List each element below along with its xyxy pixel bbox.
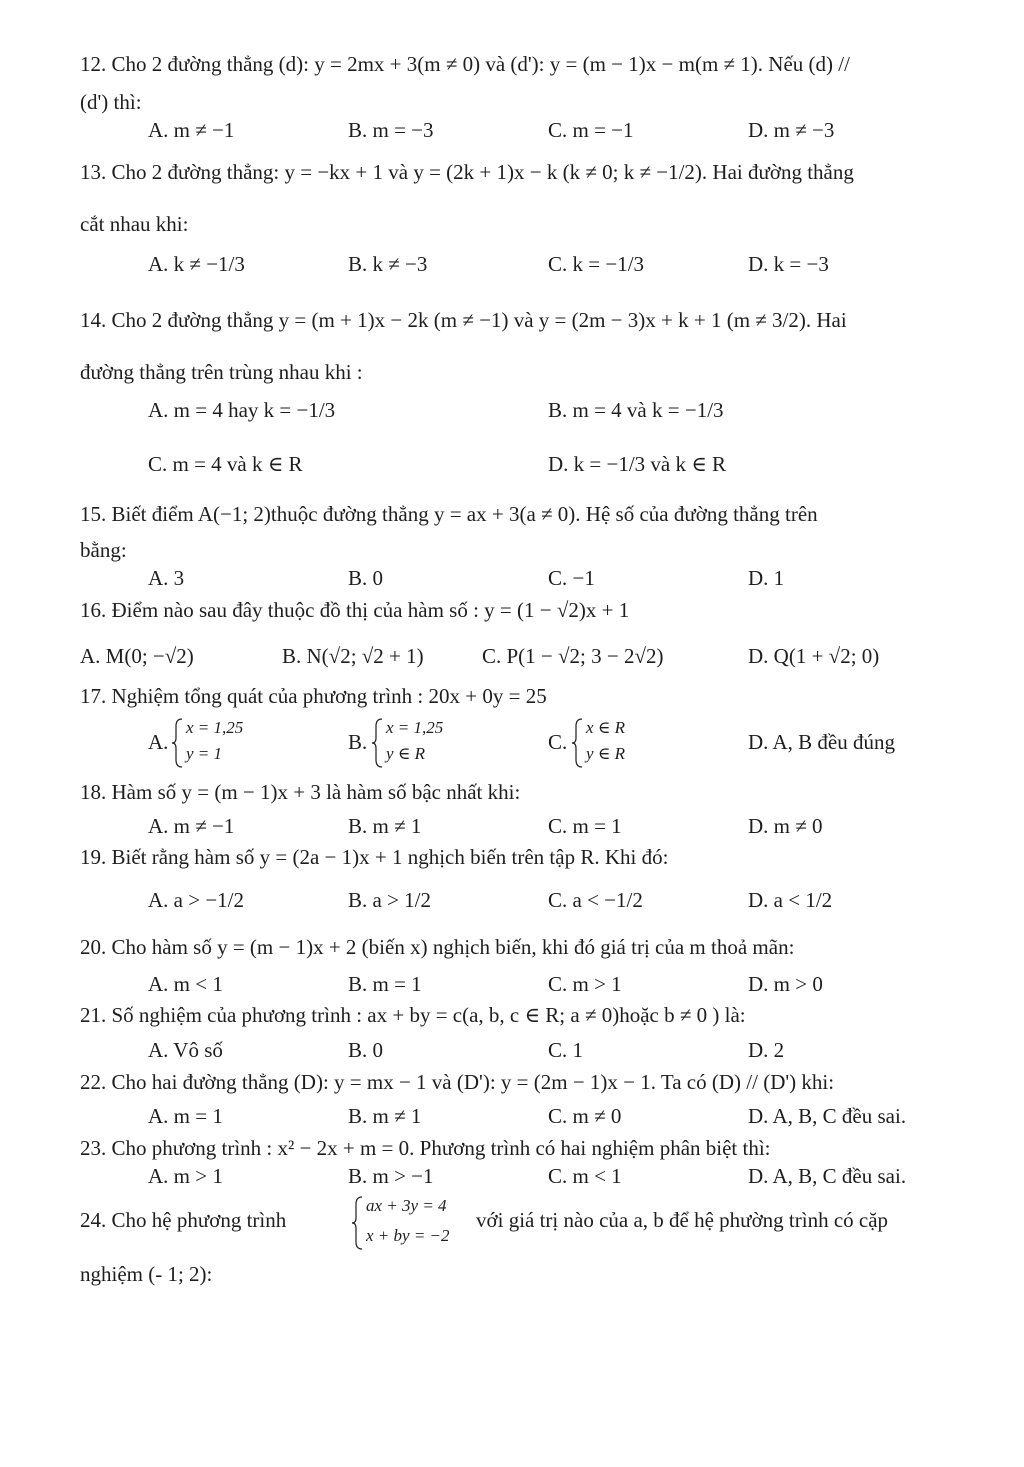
q18-stem: 18. Hàm số y = (m − 1)x + 3 là hàm số bậc nhất khi:	[80, 780, 521, 804]
q19-option-b: B. a > 1/2	[348, 888, 432, 912]
q13-option-c: C. k = −1/3	[548, 252, 645, 276]
q14-stem: 14. Cho 2 đường thẳng y = (m + 1)x − 2k (m ≠ −1) và y = (2m − 3)x + k + 1 (m ≠ 3/2). Hai	[80, 308, 847, 332]
q14-option-c: C. m = 4 và k ∈ R	[148, 452, 303, 476]
q21-option-b: B. 0	[348, 1038, 384, 1062]
q19-stem: 19. Biết rằng hàm số y = (2a − 1)x + 1 nghịch biến trên tập R. Khi đó:	[80, 845, 669, 869]
q21-option-a: A. Vô số	[148, 1038, 223, 1062]
q17-option-d: D. A, B đều đúng	[748, 730, 895, 754]
q23-option-c: C. m < 1	[548, 1164, 622, 1188]
q15-stem: 15. Biết điểm A(−1; 2)thuộc đường thẳng y = ax + 3(a ≠ 0). Hệ số của đường thẳng trên	[80, 502, 818, 526]
q20-option-a: A. m < 1	[148, 972, 223, 996]
q21-option-d: D. 2	[748, 1038, 785, 1062]
q13-option-a: A. k ≠ −1/3	[148, 252, 245, 276]
q20-option-c: C. m > 1	[548, 972, 622, 996]
q24-stem-suffix: với giá trị nào của a, b để hệ phường trình có cặp	[476, 1208, 889, 1232]
q12-option-b: B. m = −3	[348, 118, 434, 142]
q20-option-b: B. m = 1	[348, 972, 422, 996]
brace-icon	[372, 718, 384, 768]
q15-option-c: C. −1	[548, 566, 595, 590]
q14-option-b: B. m = 4 và k = −1/3	[548, 398, 724, 422]
q18-option-a: A. m ≠ −1	[148, 814, 235, 838]
q19-option-d: D. a < 1/2	[748, 888, 833, 912]
q23-stem: 23. Cho phương trình : x² − 2x + m = 0. Phương trình có hai nghiệm phân biệt thì:	[80, 1136, 771, 1160]
q14-stem-cont: đường thẳng trên trùng nhau khi :	[80, 360, 363, 384]
brace-icon	[572, 718, 584, 768]
brace-icon	[172, 718, 184, 768]
q23-option-b: B. m > −1	[348, 1164, 434, 1188]
q16-option-c: C. P(1 − √2; 3 − 2√2)	[482, 644, 664, 668]
q15-stem-cont: bằng:	[80, 538, 127, 562]
q18-option-c: C. m = 1	[548, 814, 622, 838]
q24-equation-2: x + by = −2	[366, 1226, 450, 1245]
q24-stem-prefix: 24. Cho hệ phương trình	[80, 1208, 287, 1232]
q22-option-b: B. m ≠ 1	[348, 1104, 422, 1128]
q17-option-b-bottom: y ∈ R	[386, 744, 426, 763]
q16-option-d: D. Q(1 + √2; 0)	[748, 644, 880, 668]
q18-option-b: B. m ≠ 1	[348, 814, 422, 838]
q17-option-b-label: B.	[348, 730, 368, 754]
q12-option-c: C. m = −1	[548, 118, 634, 142]
q22-option-a: A. m = 1	[148, 1104, 223, 1128]
q24-equation-1: ax + 3y = 4	[366, 1196, 447, 1215]
q20-stem: 20. Cho hàm số y = (m − 1)x + 2 (biến x) nghịch biến, khi đó giá trị của m thoả mãn:	[80, 935, 795, 959]
q12-option-d: D. m ≠ −3	[748, 118, 835, 142]
brace-icon	[352, 1196, 364, 1250]
q16-option-b: B. N(√2; √2 + 1)	[282, 644, 424, 668]
q13-option-b: B. k ≠ −3	[348, 252, 428, 276]
q14-option-a: A. m = 4 hay k = −1/3	[148, 398, 336, 422]
q20-option-d: D. m > 0	[748, 972, 823, 996]
q12-option-a: A. m ≠ −1	[148, 118, 235, 142]
q18-option-d: D. m ≠ 0	[748, 814, 823, 838]
q17-option-c-label: C.	[548, 730, 568, 754]
q17-option-c-top: x ∈ R	[586, 718, 626, 737]
q15-option-b: B. 0	[348, 566, 384, 590]
q13-stem-cont: cắt nhau khi:	[80, 212, 189, 236]
q17-stem: 17. Nghiệm tổng quát của phương trình : 20x + 0y = 25	[80, 684, 547, 708]
q22-option-d: D. A, B, C đều sai.	[748, 1104, 907, 1128]
q17-option-b-top: x = 1,25	[386, 718, 444, 737]
q17-option-c-bottom: y ∈ R	[586, 744, 626, 763]
q16-stem: 16. Điểm nào sau đây thuộc đồ thị của hàm số : y = (1 − √2)x + 1	[80, 598, 630, 622]
q13-option-d: D. k = −3	[748, 252, 829, 276]
q22-option-c: C. m ≠ 0	[548, 1104, 622, 1128]
q24-stem-cont: nghiệm (- 1; 2):	[80, 1262, 213, 1286]
q15-option-d: D. 1	[748, 566, 785, 590]
q17-option-a-bottom: y = 1	[186, 744, 223, 763]
q15-option-a: A. 3	[148, 566, 185, 590]
q14-option-d: D. k = −1/3 và k ∈ R	[548, 452, 727, 476]
q13-stem: 13. Cho 2 đường thẳng: y = −kx + 1 và y = (2k + 1)x − k (k ≠ 0; k ≠ −1/2). Hai đường thẳng	[80, 160, 854, 184]
q23-option-a: A. m > 1	[148, 1164, 223, 1188]
q17-option-a-top: x = 1,25	[186, 718, 244, 737]
q12-stem: 12. Cho 2 đường thẳng (d): y = 2mx + 3(m ≠ 0) và (d'): y = (m − 1)x − m(m ≠ 1). Nếu (d) //	[80, 52, 850, 76]
q19-option-c: C. a < −1/2	[548, 888, 643, 912]
q17-option-a-label: A.	[148, 730, 169, 754]
q22-stem: 22. Cho hai đường thẳng (D): y = mx − 1 và (D'): y = (2m − 1)x − 1. Ta có (D) // (D') khi:	[80, 1070, 835, 1094]
q19-option-a: A. a > −1/2	[148, 888, 245, 912]
q21-stem: 21. Số nghiệm của phương trình : ax + by = c(a, b, c ∈ R; a ≠ 0)hoặc b ≠ 0 ) là:	[80, 1003, 746, 1027]
q23-option-d: D. A, B, C đều sai.	[748, 1164, 907, 1188]
q21-option-c: C. 1	[548, 1038, 584, 1062]
q16-option-a: A. M(0; −√2)	[80, 644, 194, 668]
q12-stem-cont: (d') thì:	[80, 90, 142, 114]
